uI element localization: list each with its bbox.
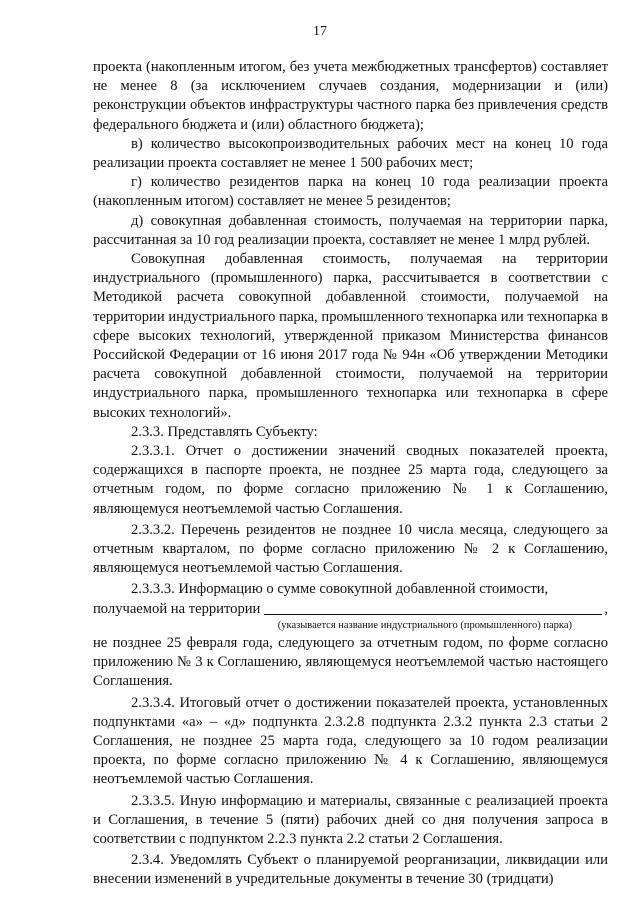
paragraph-2-3-3-3-continued: не позднее 25 февраля года, следующего за отчетным годом, по форме согласно приложению № 3 к Соглашению, являющемуся неотъемлемой частью настоящего Соглашения. xyxy=(93,634,608,690)
fill-in-line xyxy=(93,600,608,619)
paragraph-added-value: Совокупная добавленная стоимость, получаемая на территории индустриального (промышленного) парка, рассчитывается в соответствии с Методикой расчета совокупной добавленной стоимости, получаемой на территории индустриального парка, промышленного технопарка или технопарка в сфере высоких технологий, утвержденной приказом Министерства финансов Российской Федерации от 16 июня 2017 года № 94н «Об утверждении Методики расчета совокупной добавленной стоимости, получаемой на территории индустриального парка, промышленного технопарка или технопарка в сфере высоких технологий». xyxy=(93,251,608,421)
blank-underline xyxy=(264,600,602,615)
paragraph-2-3-3-4: 2.3.3.4. Итоговый отчет о достижении показателей проекта, установленных подпунктами «а» – «д» подпункта 2.3.2.8 подпункта 2.3.2 пункта 2.3 статьи 2 Соглашения, не позднее 25 марта года, следующего за 10 годом реализации проекта, по форме согласно приложению № 4 к Соглашению, являющемуся неотъемлемой частью Соглашения. xyxy=(93,694,608,788)
paragraph-2-3-3-5: 2.3.3.5. Иную информацию и материалы, связанные с реализацией проекта и Соглашения, в течение 5 (пяти) рабочих дней со дня получения запроса в соответствии с подпунктом 2.2.3 пункта 2.2 статьи 2 Соглашения. xyxy=(93,792,608,847)
document-body xyxy=(93,58,608,890)
page-number: 17 xyxy=(313,24,327,39)
fill-line-tail: , xyxy=(604,600,608,617)
paragraph-2-3-3-3: 2.3.3.3. Информацию о сумме совокупной добавленной стоимости, xyxy=(131,581,549,598)
paragraph-continuation: проекта (накопленным итогом, без учета межбюджетных трансфертов) составляет не менее 8 (за исключением случаев создания, модернизации и (или) реконструкции объектов инфраструктуры частного парка без привлечения средств федерального бюджета и (или) областного бюджета); xyxy=(93,59,608,133)
paragraph-item-g: г) количество резидентов парка на конец 10 года реализации проекта (накопленным итогом) составляет не менее 5 резидентов; xyxy=(93,174,608,210)
fill-line-lead: получаемой на территории xyxy=(93,600,261,617)
paragraph-item-v: в) количество высокопроизводительных рабочих мест на конец 10 года реализации проекта составляет не менее 1 500 рабочих мест; xyxy=(93,135,608,172)
paragraph-2-3-3-1: 2.3.3.1. Отчет о достижении значений сводных показателей проекта, содержащихся в паспорте проекта, не позднее 25 марта года, следующего за отчетным годом, по форме согласно приложению № 1 к Соглашению, являющемуся неотъемлемой частью Соглашения. xyxy=(93,443,608,517)
paragraph-2-3-3-2: 2.3.3.2. Перечень резидентов не позднее 10 числа месяца, следующего за отчетным кварталом, по форме согласно приложению № 2 к Соглашению, являющемуся неотъемлемой частью Соглашения. xyxy=(93,521,608,577)
paragraph-2-3-4: 2.3.4. Уведомлять Субъект о планируемой реорганизации, ликвидации или внесении изменений в учредительные документы в течение 30 (тридцати) xyxy=(93,852,608,888)
paragraph-2-3-3: 2.3.3. Представлять Субъекту: xyxy=(131,423,318,440)
paragraph-item-d: д) совокупная добавленная стоимость, получаемая на территории парка, рассчитанная за 10 год реализации проекта, составляет не менее 1 млрд рублей. xyxy=(93,212,608,248)
fill-line-caption: (указывается название индустриального (промышленного) парка) xyxy=(277,619,572,631)
